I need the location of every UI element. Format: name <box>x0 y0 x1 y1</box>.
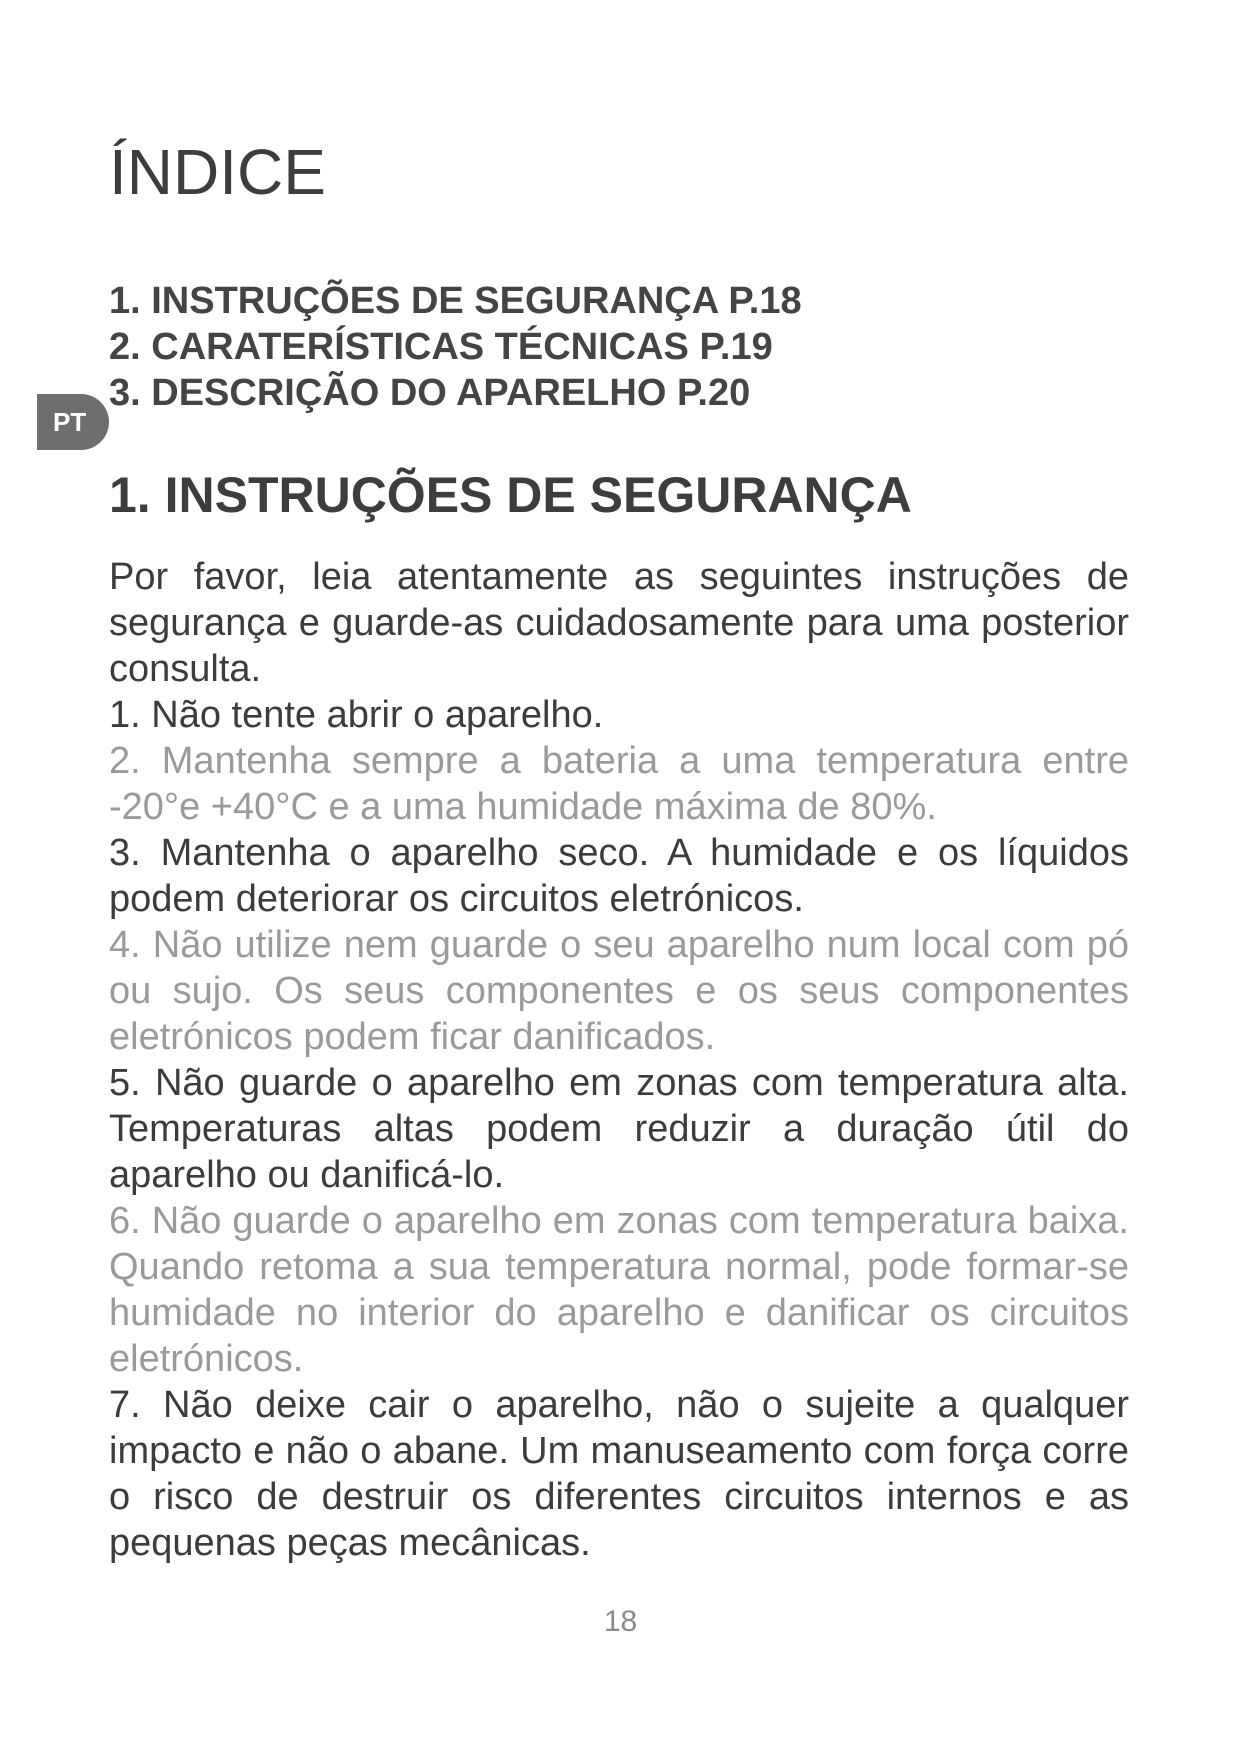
language-tab: PT <box>37 394 109 450</box>
instruction-item: 5. Não guarde o aparelho em zonas com temperatura alta. Temperaturas altas podem reduzir a duração útil do aparelho ou danificá-lo. <box>109 1062 1129 1196</box>
page-number: 18 <box>603 1605 638 1638</box>
instruction-item: 3. Mantenha o aparelho seco. A humidade e os líquidos podem deteriorar os circuitos eletrónicos. <box>109 832 1129 920</box>
instruction-item: 6. Não guarde o aparelho em zonas com temperatura baixa. Quando retoma a sua temperatura normal, pode formar-se humidade no interior do aparelho e danificar os circuitos eletrónicos. <box>109 1200 1129 1380</box>
instruction-item: 1. Não tente abrir o aparelho. <box>109 694 604 736</box>
safety-instructions <box>109 554 1129 1566</box>
instruction-item: 4. Não utilize nem guarde o seu aparelho num local com pó ou sujo. Os seus componentes e os seus componentes eletrónicos podem ficar danificados. <box>109 924 1129 1058</box>
instruction-item: 7. Não deixe cair o aparelho, não o sujeite a qualquer impacto e não o abane. Um manuseamento com força corre o risco de destruir os diferentes circuitos internos e as pequenas peças mecânicas. <box>109 1384 1129 1564</box>
section-heading: 1. INSTRUÇÕES DE SEGURANÇA <box>109 467 912 523</box>
page-title: ÍNDICE <box>109 136 326 208</box>
intro-paragraph: Por favor, leia atentamente as seguintes instruções de segurança e guarde-as cuidadosamente para uma posterior consulta. <box>109 556 1129 690</box>
toc-item-specs: 2. CARATERÍSTICAS TÉCNICAS P.19 <box>109 326 773 368</box>
toc-item-description: 3. DESCRIÇÃO DO APARELHO P.20 <box>109 372 751 414</box>
table-of-contents <box>109 278 802 416</box>
instruction-item: 2. Mantenha sempre a bateria a uma temperatura entre -20°e +40°C e a uma humidade máxima de 80%. <box>109 740 1129 828</box>
toc-item-safety: 1. INSTRUÇÕES DE SEGURANÇA P.18 <box>109 280 802 322</box>
